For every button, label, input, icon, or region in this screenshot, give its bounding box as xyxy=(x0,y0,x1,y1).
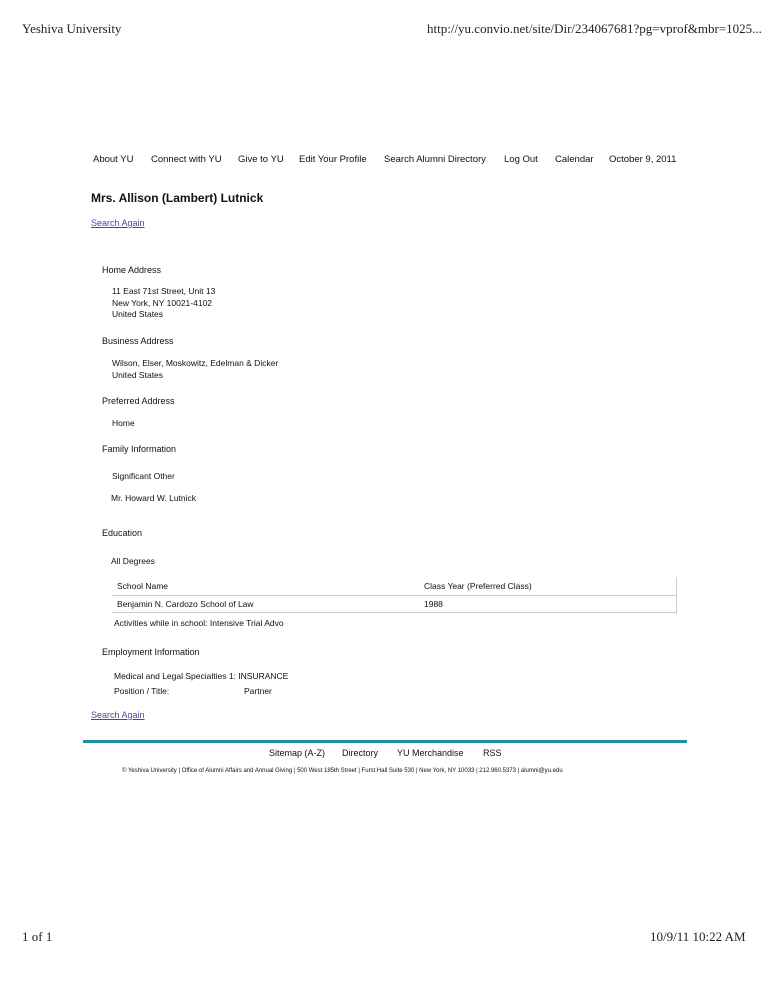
footer-link-directory[interactable]: Directory xyxy=(342,748,379,758)
print-header-title: Yeshiva University xyxy=(22,21,122,36)
position-title-value: Partner xyxy=(244,686,272,696)
nav-give-to-yu[interactable]: Give to YU xyxy=(238,154,284,165)
nav-search-alumni-directory[interactable]: Search Alumni Directory xyxy=(384,154,486,165)
activities-text: Activities while in school: Intensive Trial Advo xyxy=(114,618,284,628)
preferred-address-value: Home xyxy=(112,418,135,428)
home-address-label: Home Address xyxy=(102,265,162,275)
nav-date: October 9, 2011 xyxy=(609,154,677,165)
business-address-line-1: Wilson, Elser, Moskowitz, Edelman & Dicker xyxy=(112,358,279,368)
position-title-label: Position / Title: xyxy=(114,686,170,696)
print-timestamp: 10/9/11 10:22 AM xyxy=(650,929,746,944)
specialties-text: Medical and Legal Specialties 1: INSURANCE xyxy=(114,671,289,681)
profile-name: Mrs. Allison (Lambert) Lutnick xyxy=(91,191,264,205)
print-page-count: 1 of 1 xyxy=(22,929,53,944)
nav-connect-with-yu[interactable]: Connect with YU xyxy=(151,154,222,165)
employment-information-label: Employment Information xyxy=(102,647,200,657)
nav-edit-profile[interactable]: Edit Your Profile xyxy=(299,154,367,165)
column-header-class-year: Class Year (Preferred Class) xyxy=(424,581,532,591)
significant-other-value: Mr. Howard W. Lutnick xyxy=(111,493,197,503)
school-name-cell: Benjamin N. Cardozo School of Law xyxy=(117,599,254,609)
column-header-school-name: School Name xyxy=(117,581,169,591)
footer-link-yu-merchandise[interactable]: YU Merchandise xyxy=(397,748,464,758)
footer-divider xyxy=(83,740,687,743)
education-label: Education xyxy=(102,528,143,538)
degrees-table xyxy=(112,577,677,614)
nav-log-out[interactable]: Log Out xyxy=(504,154,538,165)
home-address-line-2: New York, NY 10021-4102 xyxy=(112,298,213,308)
home-address-line-1: 11 East 71st Street, Unit 13 xyxy=(112,286,216,296)
significant-other-label: Significant Other xyxy=(112,471,175,481)
all-degrees-label: All Degrees xyxy=(111,556,155,566)
print-header-url: http://yu.convio.net/site/Dir/234067681?pg=vprof&mbr=1025... xyxy=(427,21,762,36)
table-row xyxy=(112,595,677,613)
search-again-link-bottom[interactable]: Search Again xyxy=(91,710,145,720)
preferred-address-label: Preferred Address xyxy=(102,396,175,406)
footer-link-sitemap[interactable]: Sitemap (A-Z) xyxy=(269,748,326,758)
home-address-line-3: United States xyxy=(112,309,164,319)
footer-copyright: © Yeshiva University | Office of Alumni Affairs and Annual Giving | 500 West 185th Street | Furst Hall Suite 530 | New York, NY 10033 | 212.960.5373 | alumni@yu.edu xyxy=(122,768,563,774)
nav-about-yu[interactable]: About YU xyxy=(93,154,134,165)
family-information-label: Family Information xyxy=(102,444,177,454)
class-year-cell: 1988 xyxy=(424,599,443,609)
business-address-label: Business Address xyxy=(102,336,174,346)
business-address-line-2: United States xyxy=(112,370,164,380)
nav-calendar[interactable]: Calendar xyxy=(555,154,594,165)
search-again-link-top[interactable]: Search Again xyxy=(91,218,145,228)
footer-link-rss[interactable]: RSS xyxy=(483,748,502,758)
